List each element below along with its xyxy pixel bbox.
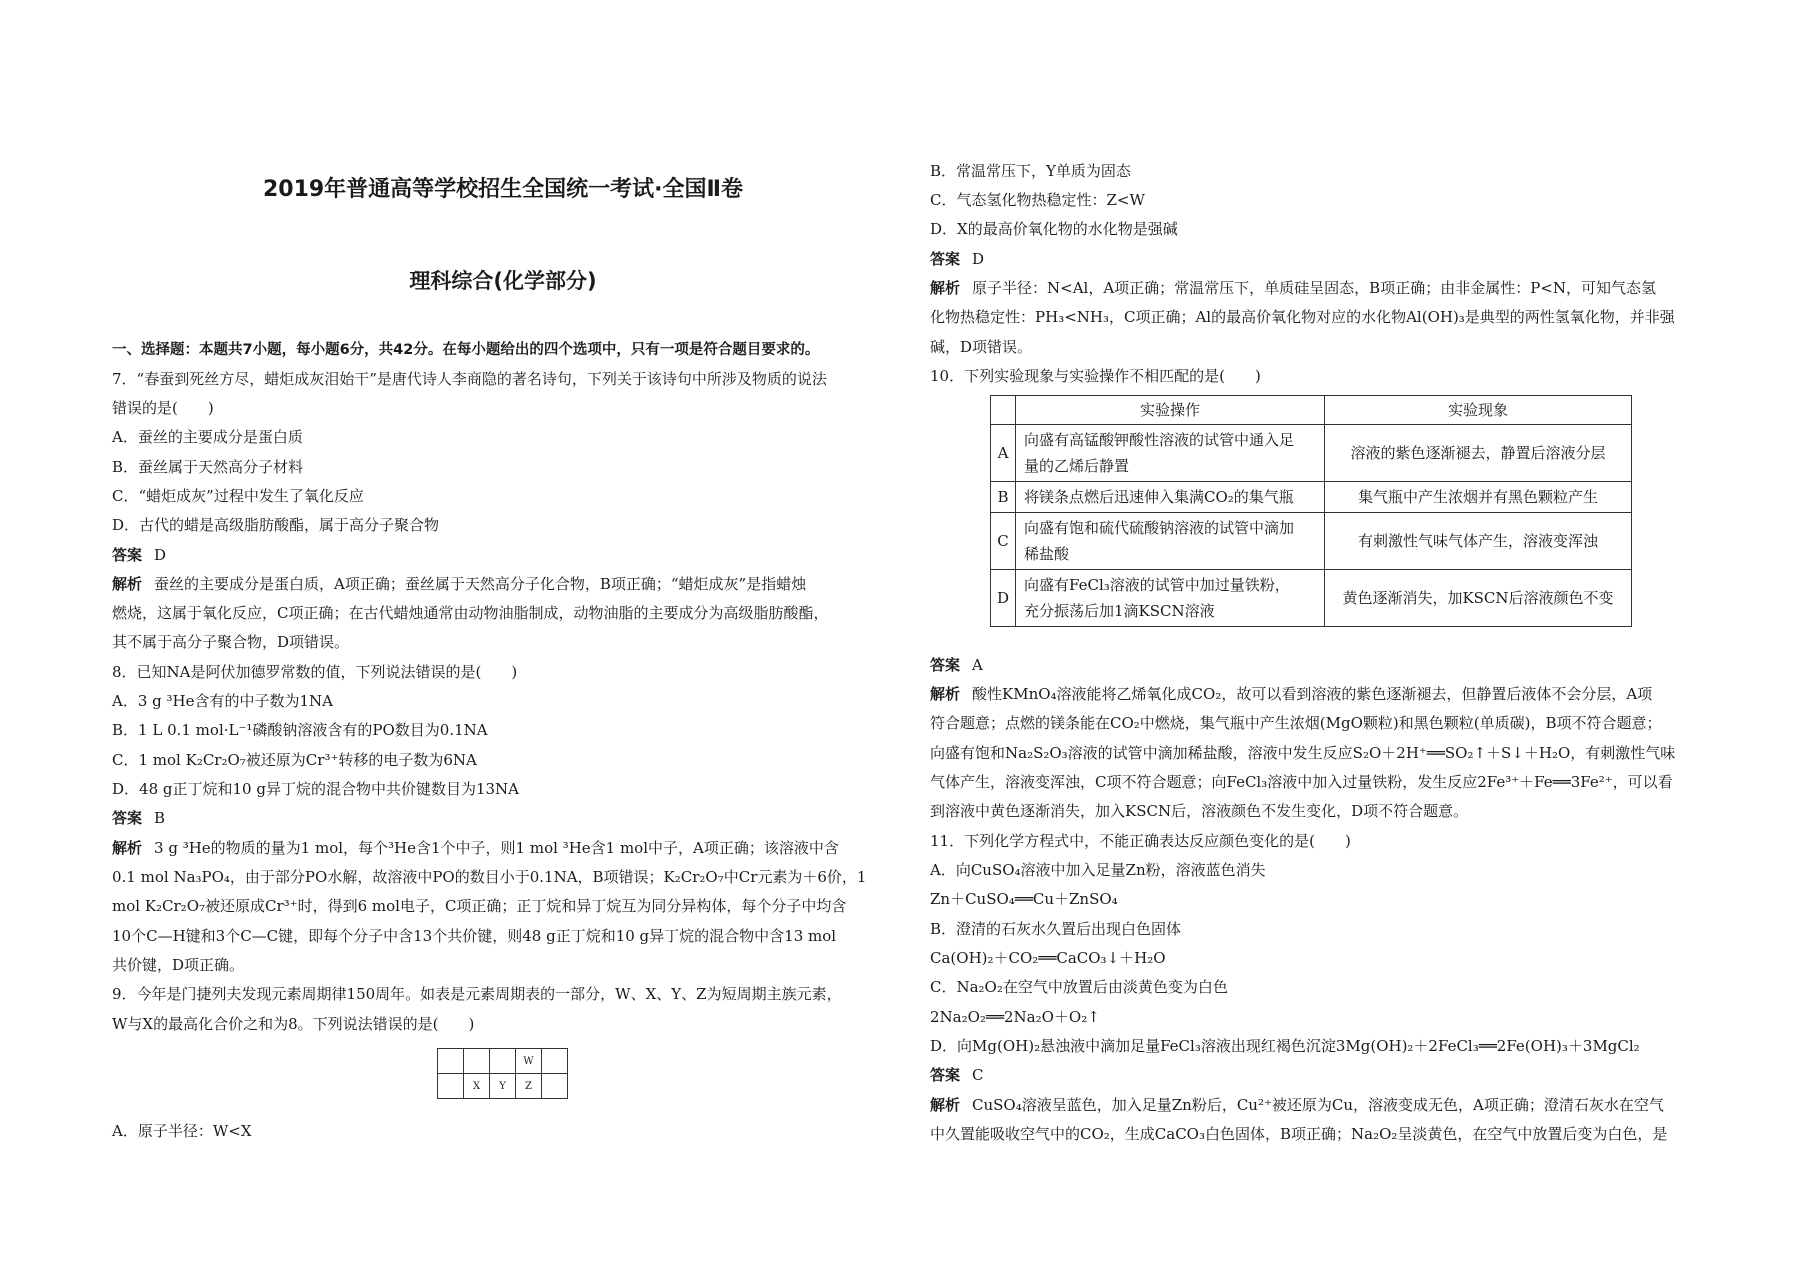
ptable-cell-w: W [516,1049,542,1074]
q11-stem: 11．下列化学方程式中，不能正确表达反应颜色变化的是( ) [930,832,1351,850]
answer-label: 答案 [930,1066,961,1084]
q10-stem: 10．下列实验现象与实验操作不相匹配的是( ) [930,367,1261,385]
row-operation [1016,570,1325,627]
analysis-text: 原子半径：N<Al，A项正确；常温常压下，单质硅呈固态，B项正确；由非金属性：P<N，可知气态氢 [972,279,1656,297]
ptable-cell [438,1074,464,1099]
row-operation [1016,425,1325,482]
analysis-label: 解析 [112,839,143,857]
analysis-label: 解析 [112,575,143,593]
q11-option-a: A．向CuSO₄溶液中加入足量Zn粉，溶液蓝色消失 [930,861,1266,879]
analysis-text: 蚕丝的主要成分是蛋白质，A项正确；蚕丝属于天然高分子化合物，B项正确；“蜡炬成灰”是指蜡烛 [154,575,807,593]
operation-line: 量的乙烯后静置 [1024,457,1130,475]
q9-option-b: B．常温常压下，Y单质为固态 [930,162,1131,180]
q9-analysis [930,278,1656,298]
answer-value: C [972,1066,984,1084]
q9-option-a: A．原子半径：W<X [112,1122,252,1140]
q7-stem-cont: 错误的是( ) [112,399,214,417]
operation-line: 稀盐酸 [1024,545,1070,563]
q8-option-c: C．1 mol K₂Cr₂O₇被还原为Cr³⁺转移的电子数为6NA [112,751,477,769]
q7-analysis [112,574,806,594]
answer-value: D [154,546,167,564]
answer-label: 答案 [930,250,961,268]
q7-answer [112,545,166,565]
answer-label: 答案 [930,656,961,674]
q7-option-d: D．古代的蜡是高级脂肪酸酯，属于高分子聚合物 [112,516,440,534]
q8-analysis-cont: 0.1 mol Na₃PO₄，由于部分PO水解，故溶液中PO的数目小于0.1NA，B项错误；K₂Cr₂O₇中Cr元素为＋6价，1 [112,868,867,886]
table-header [991,396,1016,425]
answer-value: B [154,809,166,827]
page-title: 2019年普通高等学校招生全国统一考试·全国Ⅱ卷 [262,177,744,202]
row-phenomenon: 黄色逐渐消失，加KSCN后溶液颜色不变 [1325,570,1632,627]
page-subtitle: 理科综合(化学部分) [409,269,597,293]
q8-stem: 8．已知NA是阿伏加德罗常数的值，下列说法错误的是( ) [112,663,518,681]
analysis-text: CuSO₄溶液呈蓝色，加入足量Zn粉后，Cu²⁺被还原为Cu，溶液变成无色，A项正确；澄清石灰水在空气 [972,1096,1664,1114]
q9-option-d: D．X的最高价氧化物的水化物是强碱 [930,220,1178,238]
ptable-cell-x: X [464,1074,490,1099]
row-phenomenon: 溶液的紫色逐渐褪去，静置后溶液分层 [1325,425,1632,482]
q7-analysis-cont: 燃烧，这属于氧化反应，C项正确；在古代蜡烛通常由动物油脂制成，动物油脂的主要成分为高级脂肪酸酯， [112,604,829,622]
q9-answer [930,249,984,269]
q8-analysis-cont: 共价键，D项正确。 [112,956,245,974]
q9-option-c: C．气态氢化物热稳定性：Z<W [930,191,1145,209]
row-key: A [991,425,1016,482]
answer-label: 答案 [112,546,143,564]
ptable-cell [542,1049,568,1074]
answer-value: A [972,656,983,674]
row-phenomenon: 有刺激性气味气体产生，溶液变浑浊 [1325,513,1632,570]
analysis-label: 解析 [930,1096,961,1114]
q11-equation-a: Zn＋CuSO₄══Cu＋ZnSO₄ [930,890,1118,908]
q8-option-d: D．48 g正丁烷和10 g异丁烷的混合物中共价键数目为13NA [112,780,519,798]
q8-analysis [112,838,839,858]
q9-analysis-cont: 碱，D项错误。 [930,338,1033,356]
analysis-text: 3 g ³He的物质的量为1 mol，每个³He含1个中子，则1 mol ³He含1 mol中子，A项正确；该溶液中含 [154,839,839,857]
ptable-cell-z: Z [516,1074,542,1099]
q8-analysis-cont: mol K₂Cr₂O₇被还原成Cr³⁺时，得到6 mol电子，C项正确；正丁烷和异丁烷互为同分异构体，每个分子中均含 [112,897,847,915]
operation-line: 向盛有FeCl₃溶液的试管中加过量铁粉， [1024,576,1290,594]
row-operation [1016,482,1325,513]
q8-analysis-cont: 10个C—H键和3个C—C键，即每个分子中含13个共价键，则48 g正丁烷和10 g异丁烷的混合物中含13 mol [112,927,837,945]
q8-answer [112,808,165,828]
periodic-table-fragment [437,1048,568,1099]
q10-analysis-cont: 符合题意；点燃的镁条能在CO₂中燃烧，集气瓶中产生浓烟(MgO颗粒)和黑色颗粒(单质碳)，B项不符合题意； [930,714,1662,732]
ptable-cell [464,1049,490,1074]
q11-equation-c: 2Na₂O₂══2Na₂O＋O₂↑ [930,1008,1100,1026]
operation-line: 向盛有饱和硫代硫酸钠溶液的试管中滴加 [1024,519,1295,537]
ptable-cell [542,1074,568,1099]
analysis-text: 酸性KMnO₄溶液能将乙烯氧化成CO₂，故可以看到溶液的紫色逐渐褪去，但静置后液体不会分层，A项 [972,685,1653,703]
q7-stem: 7．“春蚕到死丝方尽，蜡炬成灰泪始干”是唐代诗人李商隐的著名诗句，下列关于该诗句中所涉及物质的说法 [112,370,827,388]
q11-option-b: B．澄清的石灰水久置后出现白色固体 [930,920,1182,938]
q10-analysis-cont: 向盛有饱和Na₂S₂O₃溶液的试管中滴加稀盐酸，溶液中发生反应S₂O＋2H⁺══SO₂↑＋S↓＋H₂O，有刺激性气味 [930,744,1676,762]
q10-analysis [930,684,1652,704]
row-phenomenon: 集气瓶中产生浓烟并有黑色颗粒产生 [1325,482,1632,513]
q7-option-c: C．“蜡炬成灰”过程中发生了氧化反应 [112,487,364,505]
table-header-row [991,396,1632,425]
operation-line: 向盛有高锰酸钾酸性溶液的试管中通入足 [1024,431,1295,449]
row-key: D [991,570,1016,627]
q10-answer [930,655,983,675]
ptable-cell [438,1049,464,1074]
answer-value: D [972,250,985,268]
q11-equation-b: Ca(OH)₂＋CO₂══CaCO₃↓＋H₂O [930,949,1166,967]
q11-option-d: D．向Mg(OH)₂悬浊液中滴加足量FeCl₃溶液出现红褐色沉淀3Mg(OH)₂＋2FeCl₃══2Fe(OH)₃＋3MgCl₂ [930,1037,1640,1055]
ptable-cell-y: Y [490,1074,516,1099]
operation-line: 将镁条点燃后迅速伸入集满CO₂的集气瓶 [1024,488,1294,506]
q7-analysis-cont: 其不属于高分子聚合物，D项错误。 [112,633,350,651]
table-header-phenomenon: 实验现象 [1325,396,1632,425]
q8-option-b: B．1 L 0.1 mol·L⁻¹磷酸钠溶液含有的PO数目为0.1NA [112,721,488,739]
q10-analysis-cont: 到溶液中黄色逐渐消失，加入KSCN后，溶液颜色不发生变化，D项不符合题意。 [930,802,1469,820]
q7-option-a: A．蚕丝的主要成分是蛋白质 [112,428,303,446]
section-heading: 一、选择题：本题共7小题，每小题6分，共42分。在每小题给出的四个选项中，只有一项是符合题目要求的。 [112,342,820,358]
row-key: B [991,482,1016,513]
table-row [991,482,1632,513]
analysis-label: 解析 [930,279,961,297]
answer-label: 答案 [112,809,143,827]
q11-option-c: C．Na₂O₂在空气中放置后由淡黄色变为白色 [930,978,1228,996]
row-key: C [991,513,1016,570]
table-header-operation: 实验操作 [1016,396,1325,425]
experiment-table [990,395,1632,627]
q11-analysis [930,1095,1664,1115]
q9-stem-cont: W与X的最高化合价之和为8。下列说法错误的是( ) [112,1015,475,1033]
analysis-label: 解析 [930,685,961,703]
q11-analysis-cont: 中久置能吸收空气中的CO₂，生成CaCO₃白色固体，B项正确；Na₂O₂呈淡黄色，在空气中放置后变为白色，是 [930,1125,1668,1143]
q10-analysis-cont: 气体产生，溶液变浑浊，C项不符合题意；向FeCl₃溶液中加入过量铁粉，发生反应2Fe³⁺＋Fe══3Fe²⁺，可以看 [930,773,1673,791]
q7-option-b: B．蚕丝属于天然高分子材料 [112,458,304,476]
operation-line: 充分振荡后加1滴KSCN溶液 [1024,602,1215,620]
q11-answer [930,1065,984,1085]
q9-analysis-cont: 化物热稳定性：PH₃<NH₃，C项正确；Al的最高价氧化物对应的水化物Al(OH)₃是典型的两性氢氧化物，并非强 [930,308,1675,326]
q8-option-a: A．3 g ³He含有的中子数为1NA [112,692,333,710]
q9-stem: 9．今年是门捷列夫发现元素周期律150周年。如表是元素周期表的一部分，W、X、Y、Z为短周期主族元素， [112,985,842,1003]
table-row [991,513,1632,570]
ptable-cell [490,1049,516,1074]
table-row [991,570,1632,627]
table-row [991,425,1632,482]
row-operation [1016,513,1325,570]
